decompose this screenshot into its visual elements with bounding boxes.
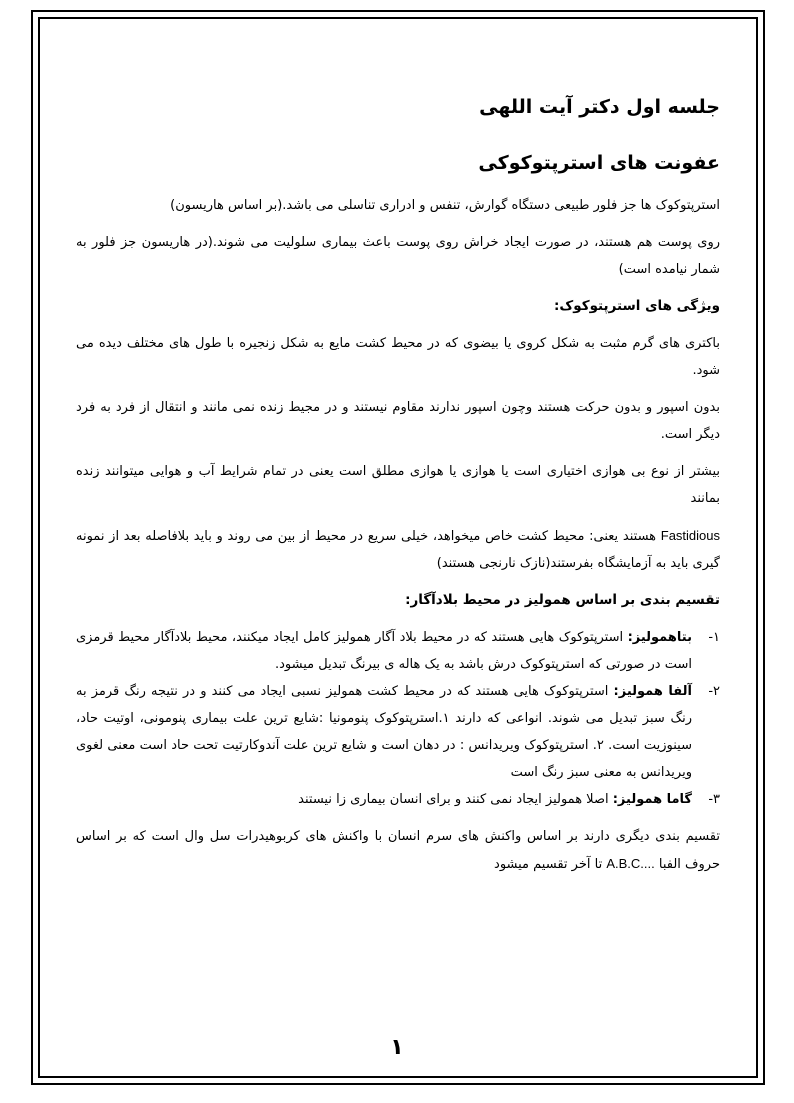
features-paragraph-4-text: هستند یعنی: محیط کشت خاص میخواهد، خیلی سریع در محیط از بین می روند و باید بلافاصله بعد از نمونه گیری باید به آزمایشگاه بفرستند(نازک نارنجی هستند) xyxy=(76,529,720,571)
list-item-text: استرپتوکوک هایی هستند که در محیط بلاد آگار همولیز کامل ایجاد میکنند، محیط بلادآگار محیط قرمزی است در صورتی که استرپتوکوک درش باشد به یک هاله ی بیرنگ تبدیل میشود. xyxy=(76,630,692,672)
list-item xyxy=(76,678,720,786)
list-item-text: استرپتوکوک هایی هستند که در محیط کشت همولیز نسبی ایجاد می کنند و در نتیجه رنگ قرمز به رنگ سبز تبدیل می شوند. انواعی که دارند ۱.استرپتوکوک پنومونیا :شایع ترین علت بیماری پنومونی، اوتیت حاد، سینوزیت است. ۲. استرپتوکوک ویریدانس : در دهان است و شایع ترین علت آندوکارتیت تحت حاد است معنی لغوی ویریدانس به معنی سبز رنگ است xyxy=(76,684,692,780)
list-item-term: آلفا همولیز: xyxy=(613,684,692,699)
closing-paragraph xyxy=(76,823,720,878)
list-item-term: گاما همولیز: xyxy=(612,792,692,807)
intro-paragraph-2: روی پوست هم هستند، در صورت ایجاد خراش روی پوست باعث بیماری سلولیت می شوند.(در هاریسون جز فلور به شمار نیامده است) xyxy=(76,235,720,277)
list-item-number: ۳- xyxy=(708,792,720,807)
intro-paragraph-1: استرپتوکوک ها جز فلور طبیعی دستگاه گوارش، تنفس و ادراری تناسلی می باشد.(بر اساس هاریسون) xyxy=(170,198,720,213)
closing-latin-letters: A.B.C.... xyxy=(606,856,655,871)
list-item-text: اصلا همولیز ایجاد نمی کنند و برای انسان بیماری زا نیستند xyxy=(298,792,613,807)
features-paragraph-1: باکتری های گرم مثبت به شکل کروی یا بیضوی که در محیط کشت مایع به شکل زنجیره با طول های مختلف دیده می شود. xyxy=(76,336,720,378)
list-item xyxy=(76,624,720,678)
classification-heading: تقسیم بندی بر اساس همولیز در محیط بلادآگار: xyxy=(405,592,720,608)
fastidious-term: Fastidious xyxy=(660,528,720,543)
page-number: ۱ xyxy=(390,1035,404,1060)
list-item-term: بتاهمولیز: xyxy=(627,630,692,645)
features-paragraph-2: بدون اسپور و بدون حرکت هستند وچون اسپور ندارند مقاوم نیستند و در مجیط زنده نمی مانند و انتقال از فرد به فرد دیگر است. xyxy=(76,400,720,442)
list-item-number: ۲- xyxy=(708,684,720,699)
features-paragraph-3: بیشتر از نوع بی هوازی اختیاری است یا هوازی یا هوازی مطلق است یعنی در تمام شرایط آب و هوایی میتوانند زنده بمانند xyxy=(76,464,720,506)
page-title: جلسه اول دکتر آیت اللهی xyxy=(479,96,720,118)
closing-text-after: تا آخر تقسیم میشود xyxy=(494,857,607,872)
closing-text-before: تقسیم بندی دیگری دارند بر اساس واکنش های سرم انسان با واکنش های کربوهیدرات سل وال است که بر اساس حروف الفبا xyxy=(76,829,720,872)
list-item-number: ۱- xyxy=(708,630,720,645)
document-body xyxy=(76,92,720,888)
hemolysis-list xyxy=(76,624,720,813)
features-heading: ویژگی های استرپتوکوک: xyxy=(554,298,720,314)
features-paragraph-4 xyxy=(76,522,720,577)
section-title: عفونت های استرپتوکوکی xyxy=(478,152,720,174)
list-item xyxy=(76,786,720,813)
